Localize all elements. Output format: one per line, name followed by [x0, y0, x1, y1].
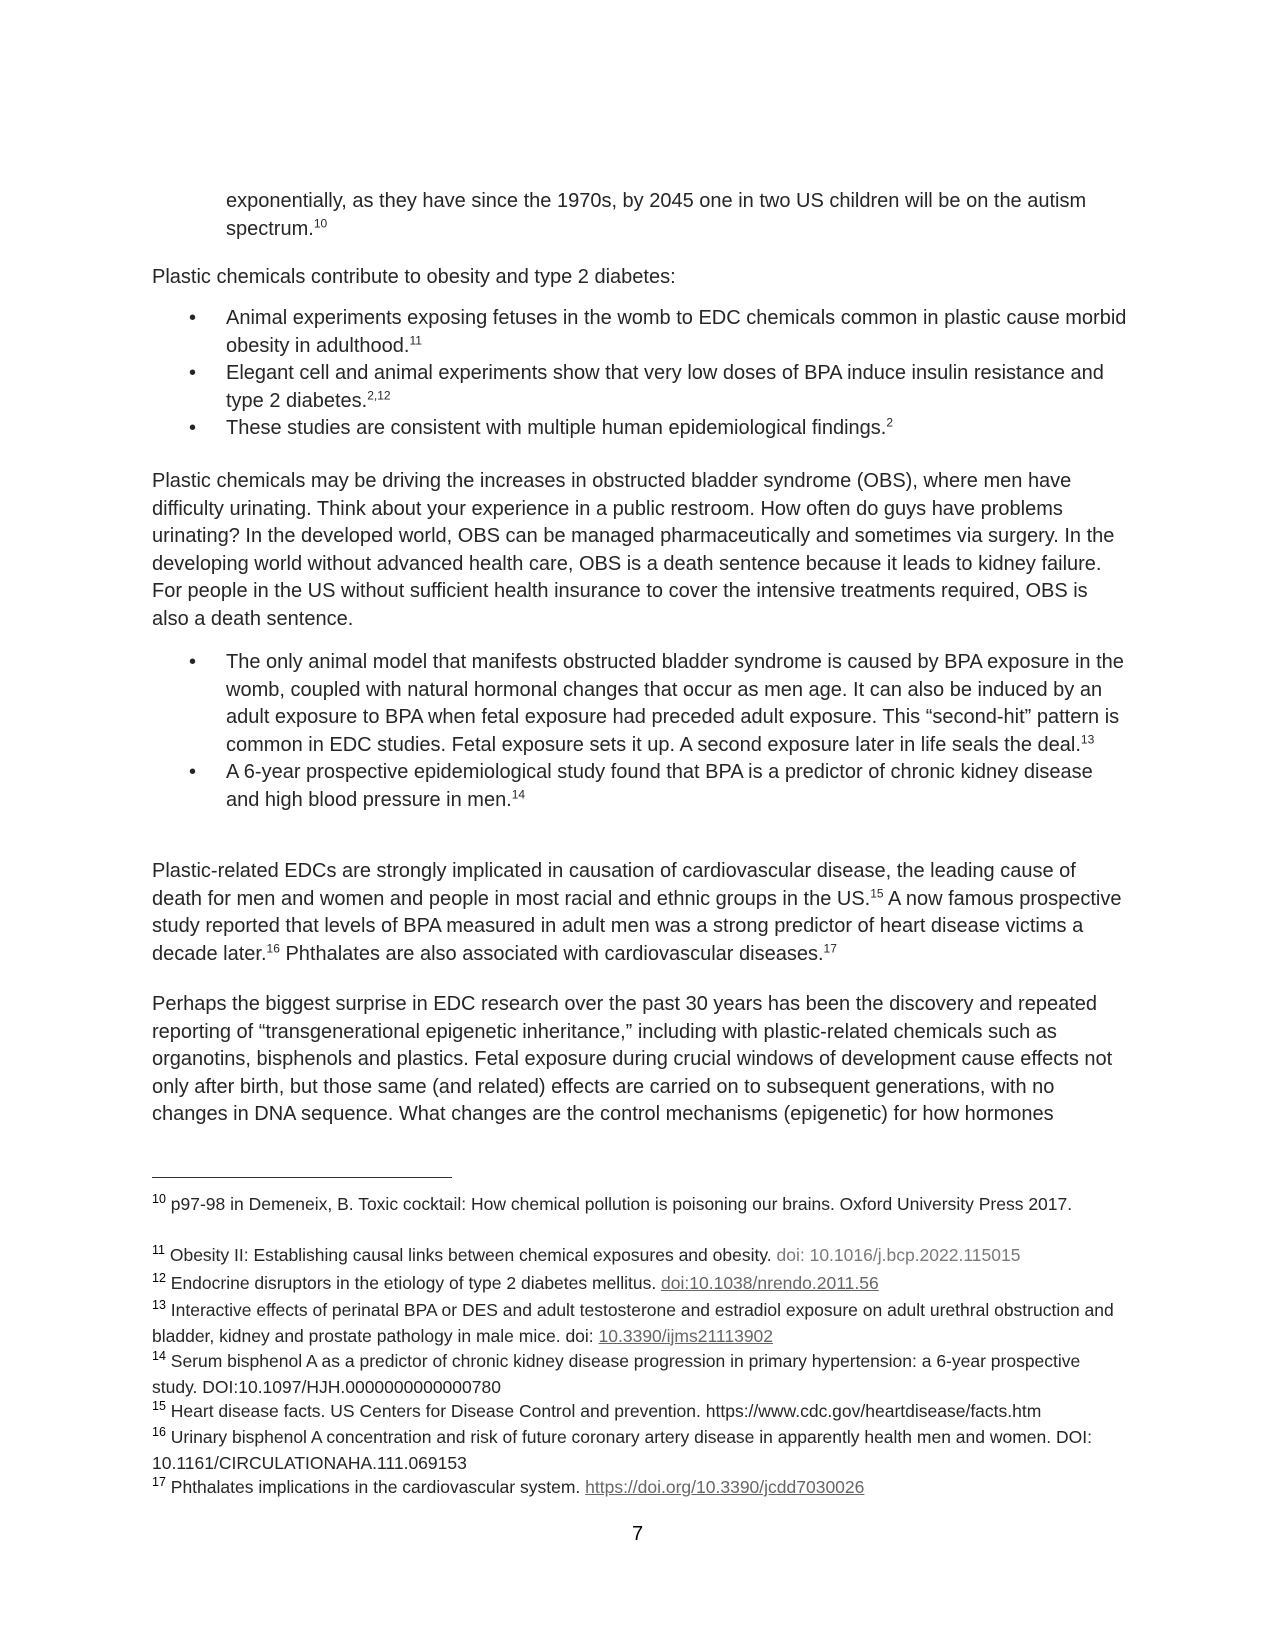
- list-item-text: Animal experiments exposing fetuses in the womb to EDC chemicals common in plastic cause morbid obesity in adulthood.: [226, 307, 1127, 357]
- doi-link[interactable]: https://doi.org/10.3390/jcdd7030026: [585, 1477, 865, 1497]
- bullet-icon: •: [189, 417, 197, 439]
- footnote-number: 15: [152, 1399, 166, 1414]
- list-item-text: The only animal model that manifests obstructed bladder syndrome is caused by BPA exposure in the womb, coupled with natural hormonal changes that occur as men age. It can also be induced by an adult exposure to BPA when fetal exposure had preceded adult exposure. This “second-hit” pattern is common in EDC studies. Fetal exposure sets it up. A second exposure later in life seals the deal.: [226, 651, 1124, 756]
- paragraph-text: A now famous prospective study reported that levels of BPA measured in adult men was a strong predictor of heart disease victims a decade later.: [152, 887, 1122, 965]
- list-item: [152, 649, 1127, 759]
- list-item-text: A 6-year prospective epidemiological study found that BPA is a predictor of chronic kidney disease and high blood pressure in men.: [226, 761, 1093, 811]
- epigenetic-paragraph: [152, 991, 1127, 1129]
- footnote-ref[interactable]: 17: [823, 940, 837, 955]
- obs-bullet-list: [152, 649, 1127, 814]
- paragraph-text: Plastic-related EDCs are strongly implicated in causation of cardiovascular disease, the leading cause of death for men and women and people in most racial and ethnic groups in the US.: [152, 860, 1076, 910]
- footnote-11: [152, 1243, 1127, 1269]
- footnote-17: [152, 1475, 1127, 1501]
- doi-link[interactable]: doi:10.1038/nrendo.2011.56: [661, 1273, 879, 1293]
- footnote-ref[interactable]: 13: [1080, 731, 1095, 746]
- footnote-text: Endocrine disruptors in the etiology of type 2 diabetes mellitus.: [165, 1273, 662, 1293]
- obesity-section: [152, 264, 1127, 292]
- footnote-text: Urinary bisphenol A concentration and risk of future coronary artery disease in apparently health men and women. DOI: 10.1161/CIRCULATIONAHA.111.069153: [152, 1427, 1092, 1473]
- footnote-number: 17: [152, 1475, 166, 1490]
- footnote-14: [152, 1349, 1127, 1400]
- footnote-ref[interactable]: 11: [409, 332, 422, 347]
- footnote-ref[interactable]: 14: [511, 786, 526, 801]
- list-item: [152, 415, 1127, 443]
- footnote-number: 16: [152, 1425, 166, 1440]
- footnote-ref[interactable]: 15: [870, 885, 884, 900]
- footnote-15: [152, 1399, 1127, 1425]
- footnote-text: Heart disease facts. US Centers for Disease Control and prevention. https://www.cdc.gov/heartdisease/facts.htm: [165, 1401, 1042, 1421]
- footnote-number: 13: [152, 1298, 166, 1313]
- footnote-ref[interactable]: 2,12: [367, 387, 391, 402]
- footnote-doi: doi: 10.1016/j.bcp.2022.115015: [776, 1245, 1021, 1265]
- bullet-icon: •: [189, 651, 197, 673]
- doi-link[interactable]: 10.3390/ijms21113902: [598, 1325, 774, 1346]
- footnote-text: Obesity II: Establishing causal links between chemical exposures and obesity.: [164, 1245, 777, 1265]
- paragraph-text: Phthalates are also associated with cardiovascular diseases.: [279, 942, 824, 965]
- list-item-text: Elegant cell and animal experiments show that very low doses of BPA induce insulin resistance and type 2 diabetes.: [226, 362, 1104, 412]
- paragraph-text: Perhaps the biggest surprise in EDC research over the past 30 years has been the discovery and repeated reporting of “transgenerational epigenetic inheritance,” including with plastic-related chemicals such as organotins, bisphenols and plastics. Fetal exposure during crucial windows of development cause effects not only after birth, but those same (and related) effects are carried on to subsequent generations, with no changes in DNA sequence. What changes are the control mechanisms (epigenetic) for how hormones: [152, 993, 1113, 1125]
- cardio-paragraph: [152, 858, 1127, 968]
- footnote-16: [152, 1425, 1127, 1476]
- footnote-number: 12: [152, 1271, 166, 1286]
- bullet-icon: •: [189, 761, 197, 783]
- footnote-number: 14: [152, 1349, 166, 1364]
- bullet-icon: •: [189, 307, 197, 329]
- obesity-bullet-list: [152, 305, 1127, 443]
- footnote-number: 11: [152, 1243, 165, 1258]
- footnote-text: Serum bisphenol A as a predictor of chronic kidney disease progression in primary hypertension: a 6-year prospective study. DOI:10.1097/HJH.0000000000000780: [152, 1351, 1081, 1397]
- footnote-ref[interactable]: 16: [266, 940, 280, 955]
- footnote-separator: [152, 1177, 452, 1178]
- footnote-text: Phthalates implications in the cardiovascular system.: [165, 1477, 586, 1497]
- list-item: [152, 759, 1127, 814]
- footnote-number: 10: [152, 1192, 166, 1207]
- paragraph-text: Plastic chemicals may be driving the increases in obstructed bladder syndrome (OBS), where men have difficulty urinating. Think about your experience in a public restroom. How often do guys have problems urinating? In the developed world, OBS can be managed pharmaceutically and sometimes via surgery. In the developing world without advanced health care, OBS is a death sentence because it leads to kidney failure. For people in the US without sufficient health insurance to cover the intensive treatments required, OBS is also a death sentence.: [152, 470, 1115, 630]
- continuation-paragraph: [152, 188, 1127, 243]
- footnote-text: Interactive effects of perinatal BPA or DES and adult testosterone and estradiol exposure on adult urethral obstruction and bladder, kidney and prostate pathology in male mice. doi:: [152, 1300, 1114, 1346]
- footnote-ref[interactable]: 2: [886, 415, 894, 430]
- continuation-text: exponentially, as they have since the 1970s, by 2045 one in two US children will be on the autism spectrum.: [226, 190, 1087, 240]
- footnote-text: p97-98 in Demeneix, B. Toxic cocktail: How chemical pollution is poisoning our brains. Oxford University Press 2017.: [165, 1194, 1073, 1214]
- footnote-13: [152, 1298, 1127, 1349]
- bullet-icon: •: [189, 362, 197, 384]
- list-item-text: These studies are consistent with multiple human epidemiological findings.: [226, 417, 887, 439]
- section-heading: Plastic chemicals contribute to obesity and type 2 diabetes:: [152, 266, 676, 288]
- obs-paragraph: [152, 468, 1127, 633]
- list-item: [152, 360, 1127, 415]
- footnote-10: [152, 1192, 1127, 1218]
- list-item: [152, 305, 1127, 360]
- page-number: 7: [631, 1523, 644, 1545]
- footnote-12: [152, 1271, 1127, 1297]
- footnote-ref[interactable]: 10: [313, 215, 328, 230]
